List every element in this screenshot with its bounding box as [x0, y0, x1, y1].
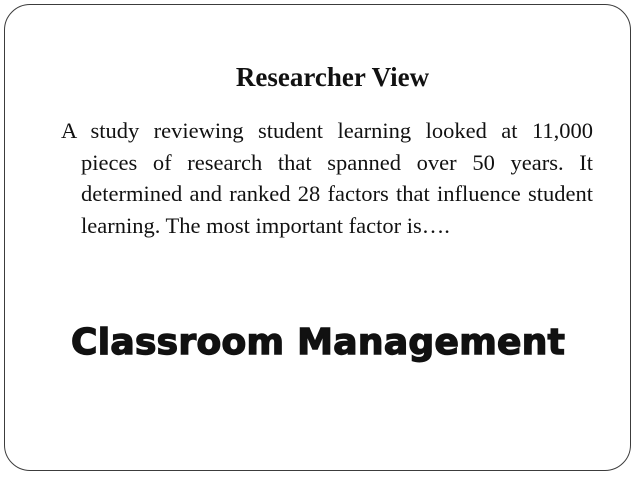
slide: [4, 4, 631, 471]
slide-title: Researcher View: [235, 62, 430, 92]
slide-body-text: A study reviewing student learning looked at 11,000 pieces of research that spanned over 50 years. It determined and ranked 28 factors that influence student learning. The most important factor is….: [61, 118, 593, 238]
emphasis-text: Classroom Management: [71, 322, 566, 363]
